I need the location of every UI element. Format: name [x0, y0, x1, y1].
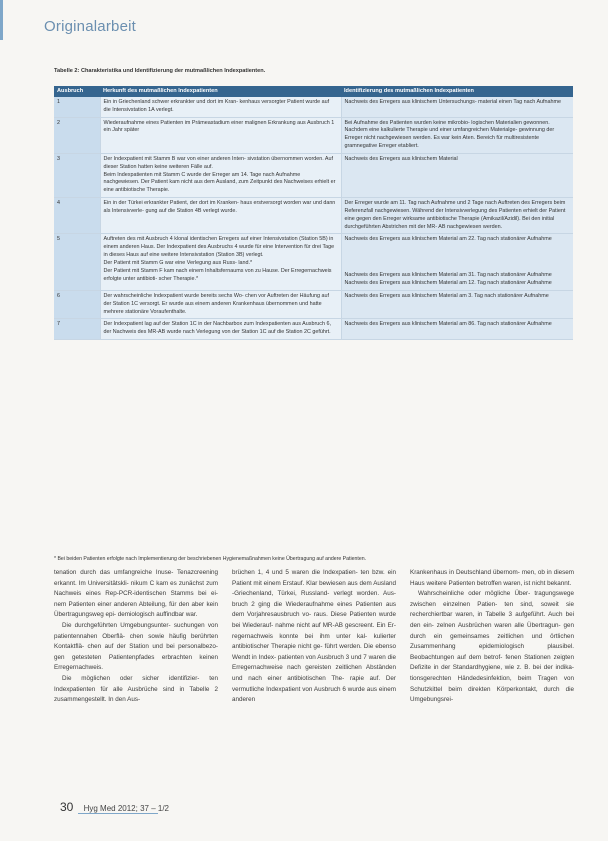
identification-text: Nachweis des Erregers aus klinischem Material am 12. Tag nach stationärer Aufnahme: [344, 280, 552, 287]
origin-cell: [100, 153, 341, 197]
origin-text: Auftreten des mit Ausbruch 4 klonal identischen Erregers auf einer Intensivstation (Station 5B) in einem anderen Haus. Der Indexpatient des Ausbruchs 4 wurde für eine Intervention für drei Tage in dieses Haus auf eine weitere Intensivstation (Station 3B) verlegt.: [103, 236, 335, 259]
identification-cell: [341, 97, 573, 117]
outbreak-number: 3: [54, 153, 100, 197]
table-caption: Tabelle 2: Charakteristika und Identifizierung der mutmaßlichen Indexpatienten.: [54, 68, 266, 74]
identification-text: Nachweis des Erregers aus klinischem Material: [344, 155, 458, 162]
origin-text: Der Patient mit Stamm F kam nach einem Inhaltsfernaums von zu Hause. Der Erregernachweis erfolgte unter antibioti- scher Therapie.*: [103, 267, 332, 282]
origin-text: Wiederaufnahme eines Patienten im Prämeastadium einer malignen Erkrankung aus Ausbruch 1 ein Jahr später: [103, 119, 335, 134]
origin-text: Der Patient mit Stamm G war eine Verlegung aus Russ- land.*: [103, 259, 253, 266]
origin-cell: [100, 290, 341, 318]
identification-text: Nachweis des Erregers aus klinischem Material am 3. Tag nach stationärer Aufnahme: [344, 292, 549, 299]
identification-text: Bei Aufnahme des Patienten wurden keine mikrobio- logischen Materialien gewonnen. Nachdem eine kalkulierte Therapie und einer umfangreichen Materialge- gewinnung der Erreger nicht nachgewiesen werden. Es war kein Aten. Bereich für multiresistente gramnegative Erreger etabliert.: [344, 119, 555, 150]
outbreak-number: 5: [54, 234, 100, 290]
identification-text: Der Erreger wurde am 11. Tag nach Aufnahme und 2 Tage nach Auftreten des Erregers beim Referenzfall nachgewiesen. Während der Intensivverlegung des Patienten erhielt der Patient eine gegen den Erreger wirksame antibiotische Therapie (Amikazil/Azidil). Bei den initial durchgeführten Abstrichen mit der MR- AB nachgewiesen werden.: [344, 200, 566, 230]
paragraph: Die durchgeführten Umgebungsunter- suchungen von patientennahen Oberflä- chen sowie häufig berührten Kontaktflä- chen auf der Station und bei personalbezo- gen getesteten Patientenpfades erbrachten keinen Erregernachweis.: [54, 621, 218, 672]
paragraph: Die möglichen oder sicher identifizier- ten Indexpatienten für alle Ausbrüche sind in Tabelle 2 zusammengestellt. In den Aus-: [54, 674, 218, 704]
page-header: [0, 0, 608, 50]
origin-text: Der Indexpatient lag auf der Station 1C in der Nachbarbox zum Indexpatienten aus Ausbruch 6, der Nachweis des MR-AB wurde nach Verlegung von der Station 1C auf die Station 2C geführt.: [103, 321, 331, 336]
paragraph: Wahrscheinliche oder mögliche Über- tragungswege zwischen einzelnen Patien- ten sind, soweit sie recherchiertbar waren, in Tabelle 3 aufgeführt. Auch bei den ein- zelnen Ausbrüchen waren alle Übertragun- gen durch ein gemeinsames zeitlichen und örtlichen Zusammenhang epidemiologisch plausibel. Beobachtungen auf dem betrof- fenen Stationen zeigten Defizite in der Standardhygiene, wie z. B. bei der indika- tionsgerechten Händedesinfektion, beim Tragen von Schutzkittel beim direkten Körperkontakt, durch die Umgebungsrei-: [410, 590, 574, 704]
identification-text: Nachweis des Erregers aus klinischem Material am 31. Tag nach stationärer Aufnahme: [344, 272, 552, 279]
table-header-row: [54, 86, 573, 97]
text-column-3: [410, 568, 574, 706]
paragraph: tenation durch das umfangreiche Inuse- Tenazcreening erkannt. Im Universitätskli- nikum C kam es zunächst zum Nachweis eines Rep-PCR-identischen Stamms bei ei- nem Patienten einer anderen Abteilung, für den aber kein Übertragungsweg epi- demiologisch auffindbar war.: [54, 569, 218, 619]
identification-text: Nachweis des Erregers aus klinischem Untersuchungs- material einen Tag nach Aufnahme: [344, 99, 562, 105]
table-row: [54, 97, 573, 117]
table-row: [54, 117, 573, 153]
identification-cell: [341, 290, 573, 318]
origin-text: Ein in Griechenland schwer erkrankter und dort im Kran- kenhaus versorgter Patient wurde auf die Intensivstation 1A verlegt.: [103, 99, 330, 113]
paragraph: brüchen 1, 4 und 5 waren die Indexpatien- ten bzw. ein Patient mit einem Erstauf. Klar bewiesen aus dem Ausland -Griechenland, Türkei, Russland- verlegt worden. Aus- bruch 2 ging die Wiederaufnahme eines Patienten aus dem Vorjahresausbruch vo- raus. Diese Patienten wurde bei Wiederauf- nahme nicht auf MR-AB gescreent. Ein Er- regernachweis konnte bei ihm unter kal- kulierter antibiotischer Therapie nicht ge- führt werden. Die ebenso Wendt in Index- patienten von Ausbruch 3 und 7 waren die Erregernachweise nach gereisten zeitlichen Abständen und nach einer antibiotischen The- rapie auf. Der vermutliche Indexpatient von Ausbruch 6 wurde aus einem anderen: [232, 569, 396, 704]
identification-text: Nachweis des Erregers aus klinischem Material am 22. Tag nach stationärer Aufnahme: [344, 236, 552, 243]
header-accent-bar: [0, 0, 3, 40]
outbreak-number: 6: [54, 290, 100, 318]
identification-cell: [341, 153, 573, 197]
identification-cell: [341, 117, 573, 153]
page-number: 30: [60, 800, 74, 814]
origin-text: Der Indexpatient mit Stamm B war von einer anderen Inten- sivstation übernommen worden. Auf dieser Station hatten keine weiteren Fälle auf.: [103, 155, 334, 170]
origin-cell: [100, 198, 341, 234]
section-title: Originalarbeit: [44, 18, 137, 35]
origin-cell: [100, 117, 341, 153]
origin-text: Der wahrscheinliche Indexpatient wurde bereits sechs Wo- chen vor Auftreten der Häufung auf der Station 1C versorgt. Er wurde aus einem anderen Krankenhaus übernommen und hatte mehrere stationäre Voraufenthalte.: [103, 292, 330, 315]
table-row: [54, 234, 573, 290]
footer-rule: [78, 813, 158, 814]
origin-text: Beim Indexpatienten mit Stamm C wurde der Erreger am 14. Tage nach Aufnahme nachgewiesen. Der Patient kam nicht aus dem Ausland, zum Zeitpunkt des Nachweises erhielt er eine antibiotische Therapie.: [103, 171, 336, 194]
outbreak-number: 2: [54, 117, 100, 153]
identification-cell: [341, 198, 573, 234]
identification-cell: [341, 234, 573, 290]
characteristics-table: [54, 86, 573, 340]
header-outbreak: Ausbruch: [54, 86, 100, 97]
page-footer: [60, 800, 169, 814]
identification-text: Nachweis des Erregers aus klinischem Material am 86. Tag nach stationärer Aufnahme: [344, 321, 552, 328]
origin-cell: [100, 234, 341, 290]
identification-cell: [341, 319, 573, 340]
outbreak-number: 7: [54, 319, 100, 340]
outbreak-number: 4: [54, 198, 100, 234]
outbreak-number: 1: [54, 97, 100, 117]
header-origin: Herkunft des mutmaßlichen Indexpatienten: [100, 86, 341, 97]
text-column-1: [54, 568, 218, 706]
origin-cell: [100, 319, 341, 340]
text-column-2: [232, 568, 396, 706]
table-row: [54, 153, 573, 197]
paragraph: Krankenhaus in Deutschland übernom- men, ob in diesem Haus weitere Patienten betroffen waren, ist nicht bekannt.: [410, 569, 574, 587]
table-footnote: * Bei beiden Patienten erfolgte nach Implementierung der beschriebenen Hygienemaßnahmen keine Übertragung auf andere Patienten.: [54, 556, 367, 562]
spacer: [345, 244, 571, 272]
table-row: [54, 198, 573, 234]
table-row: [54, 290, 573, 318]
origin-text: Ein in der Türkei erkrankter Patient, der dort im Kranken- haus erstversorgt worden war und dann als Intensivverle- gung auf die Station 4B verlegt wurde.: [103, 200, 336, 214]
header-identification: Identifizierung des mutmaßlichen Indexpatienten: [341, 86, 573, 97]
table-row: [54, 319, 573, 340]
journal-citation: Hyg Med 2012; 37 – 1/2: [83, 804, 169, 813]
origin-cell: [100, 97, 341, 117]
